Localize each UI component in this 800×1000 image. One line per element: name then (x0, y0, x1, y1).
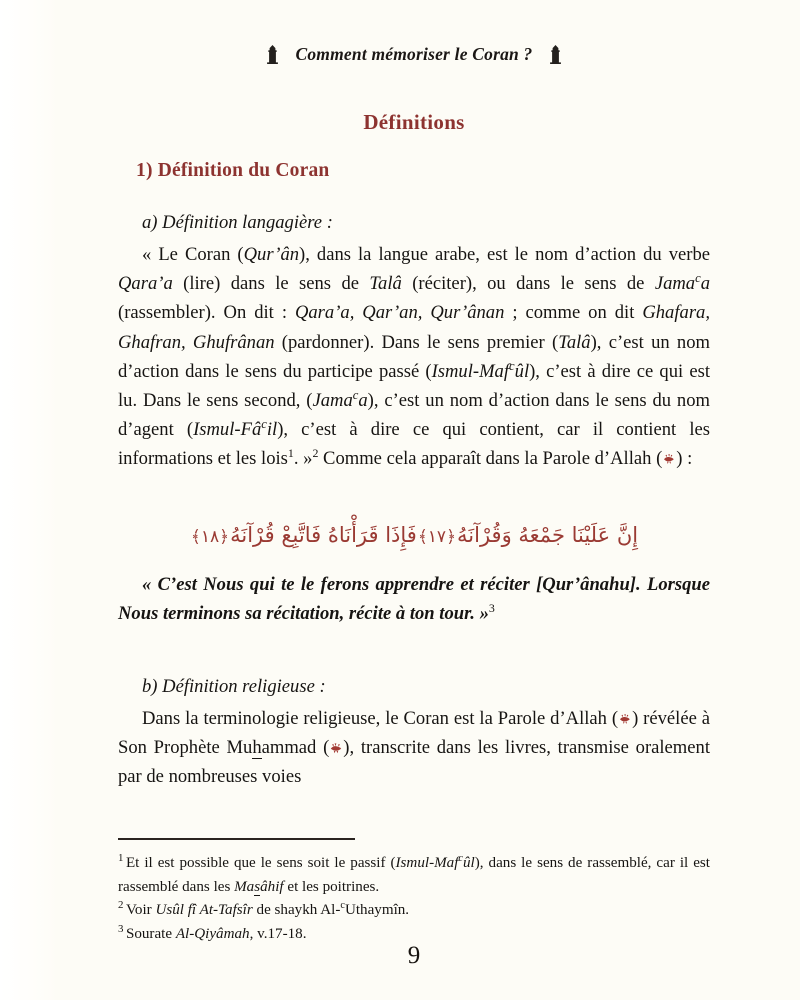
verse-translation (118, 570, 710, 628)
ayah-marker-17: ﴿١٧﴾ (417, 527, 457, 547)
footnotes (118, 852, 710, 946)
footnote-separator (118, 838, 355, 840)
footnote-2-number: 2 (118, 899, 124, 912)
running-header (118, 44, 710, 65)
footnote-1: $^1$ Et il est possible que le sens soit le passif (Ismul-Maf$^c$ûl), dans le sens de rassemblé, car il est rassemblé dans les Masâhif et les poitrines. (118, 851, 710, 895)
running-header-title: Comment mémoriser le Coran ? (295, 44, 533, 64)
quran-verse-text-18: فَإِذَا قَرَأْنَاهُ فَاتَّبِعْ قُرْآنَهُ (230, 523, 417, 547)
subsection-b-label-text: b) Définition religieuse : (142, 676, 326, 697)
fleuron-ornament-left-icon (266, 45, 279, 64)
section-title: Définitions (363, 110, 465, 134)
subsection-a-label-text: a) Définition langagière : (142, 212, 333, 233)
paragraph-religieuse (118, 704, 710, 792)
honorific-jalla-jalaluhu-icon-2 (618, 712, 632, 726)
footnote-3: $^3$ Sourate Al-Qiyâmah, v.17-18. (118, 922, 307, 942)
quran-verse (118, 518, 710, 554)
footnote-2: $^2$ Voir Usûl fî At-Tafsîr de shaykh Al-$^c$Uthaymîn. (118, 899, 410, 919)
ayah-marker-18: ﴿١٨﴾ (190, 527, 230, 547)
footnote-3-number: 3 (118, 922, 124, 935)
fleuron-ornament-right-icon (549, 45, 562, 64)
subsection-a-label (118, 208, 710, 237)
quran-verse-text-17: إِنَّ عَلَيْنَا جَمْعَهُ وَقُرْآنَهُ (457, 523, 639, 547)
paragraph-langagiere (118, 240, 710, 474)
verse-translation-text: « C’est Nous qui te le ferons apprendre et réciter [Qur’ânahu]. Lorsque Nous terminons sa récitation, récite à ton tour. »$^3$ (118, 574, 710, 625)
honorific-jalla-jalaluhu-icon (662, 452, 676, 466)
footnote-1-number: 1 (118, 851, 124, 864)
subsection-title: 1) Définition du Coran (136, 160, 330, 181)
paragraph-langagiere-text: « Le Coran (Qur’ân), dans la langue arabe, est le nom d’action du verbe Qara’a (lire) dans le sens de Talâ (réciter), ou dans le sens de Jama$^c$a (rassembler). On dit : Qara’a, Qar’an, Qur’ânan ; comme on dit Ghafara, Ghafran, Ghufrânan (pardonner). Dans le sens premier (Talâ), c’est un nom d’action dans le sens du participe passé (Ismul-Maf$^c$ûl), c’est à dire ce qui est lu. Dans le sens second, (Jama$^c$a), c’est un nom d’action dans le sens du nom d’agent $(Ismul-Fâ^cil)$, c’est à dire ce qui contient, car il contient les informations et les lois$^1$. »$^2$ Comme cela apparaît dans la Parole d’Allah ( ) : (118, 244, 710, 470)
page-number: 9 (407, 942, 421, 969)
subsection-b-label (118, 672, 710, 701)
text-block (118, 0, 710, 1000)
honorific-sallallahu-alayhi-wasallam-icon (329, 741, 343, 755)
paragraph-religieuse-text: Dans la terminologie religieuse, le Coran est la Parole d’Allah ( ) révélée à Son Prophète Muhammad ( ), transcrite dans les livres, transmise oralement par de nombreuses voies (118, 708, 710, 788)
